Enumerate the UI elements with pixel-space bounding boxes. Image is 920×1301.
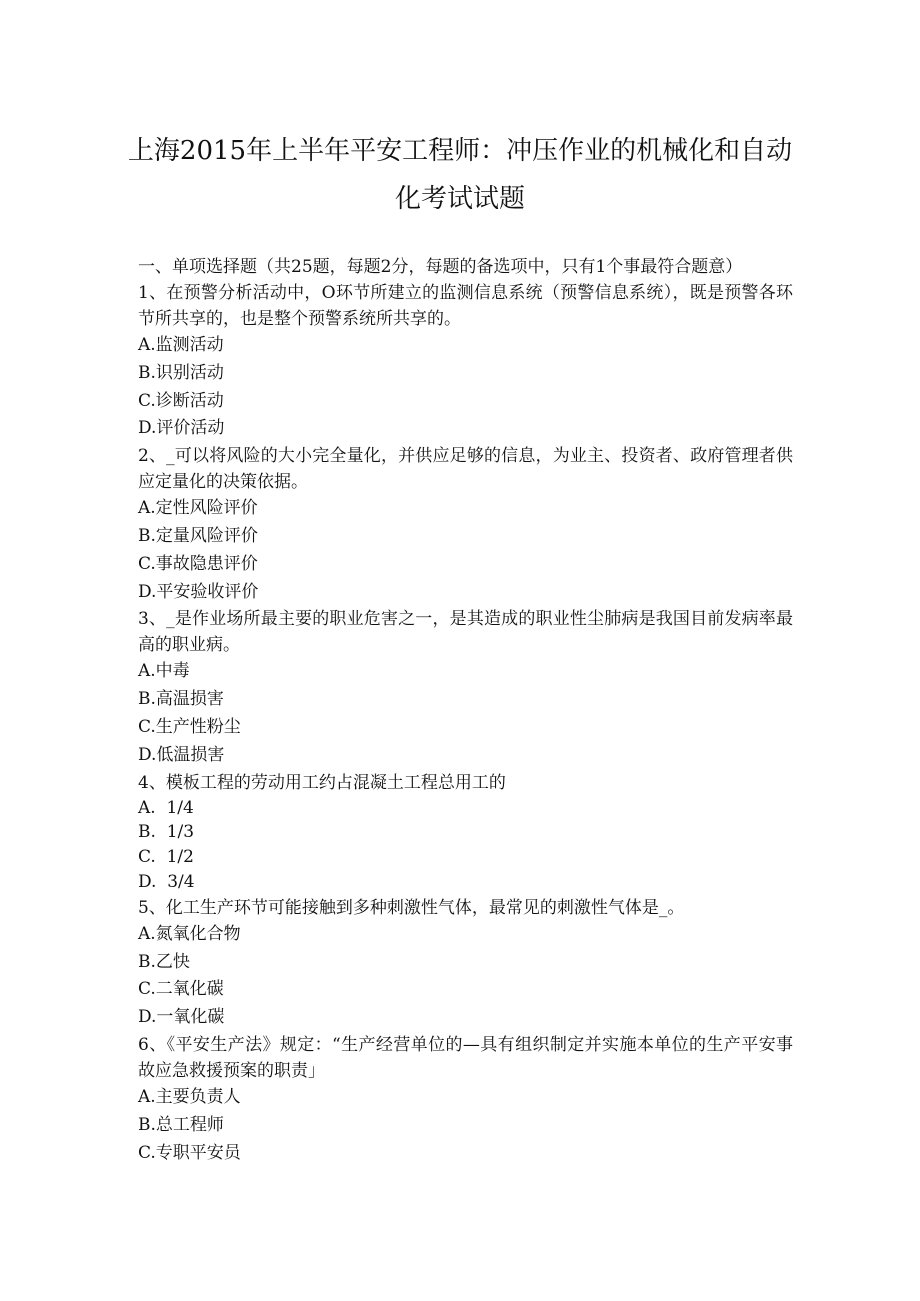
question-5 — [138, 895, 793, 1032]
option-b: B.识别活动 — [138, 362, 224, 383]
option-c: C.专职平安员 — [138, 1142, 241, 1163]
document-title-line-1: 上海2015年上半年平安工程师：冲压作业的机械化和自动 — [127, 136, 793, 166]
document-title-line-2: 化考试试题 — [394, 184, 525, 214]
option-a: A. 1/4 — [138, 797, 194, 818]
section-header: 一、单项选择题（共25题，每题2分，每题的备选项中，只有1个事最符合题意） — [138, 257, 743, 277]
question-3 — [138, 606, 793, 769]
option-b: B. 1/3 — [138, 822, 195, 843]
option-a: A.中毒 — [138, 661, 190, 682]
question-6 — [138, 1032, 793, 1167]
option-a: A.氮氧化合物 — [138, 923, 241, 944]
question-stem: 5、化工生产环节可能接触到多种刺激性气体，最常见的刺激性气体是_。 — [138, 897, 685, 918]
question-stem: 4、模板工程的劳动用工约占混凝土工程总用工的 — [138, 772, 506, 793]
option-a: A.监测活动 — [138, 335, 224, 355]
option-c: C.事故隐患评价 — [138, 553, 258, 574]
option-d: D.评价活动 — [138, 418, 225, 439]
option-d: D. 3/4 — [138, 871, 195, 892]
option-a: A.主要负责人 — [138, 1086, 241, 1107]
question-1 — [138, 280, 793, 443]
question-stem: 6、《平安生产法》规定：“生产经营单位的—具有组织制定并实施本单位的生产平安事故应急救援预案的职责」 — [138, 1034, 793, 1081]
option-d: D.平安验收评价 — [138, 581, 259, 602]
option-b: B.乙快 — [138, 951, 190, 972]
option-c: C.诊断活动 — [138, 390, 224, 411]
option-c: C.二氧化碳 — [138, 979, 224, 1000]
question-stem: 1、在预警分析活动中，O环节所建立的监测信息系统（预警信息系统），既是预警各环节所共享的，也是整个预警系统所共享的。 — [138, 283, 793, 329]
question-4 — [138, 770, 793, 895]
option-d: D.低温损害 — [138, 744, 225, 765]
option-a: A.定性风险评价 — [138, 498, 258, 519]
option-c: C. 1/2 — [138, 847, 194, 868]
option-b: B.高温损害 — [138, 689, 224, 710]
document-body — [138, 254, 793, 1167]
question-stem: 3、_是作业场所最主要的职业危害之一，是其造成的职业性尘肺病是我国目前发病率最高的职业病。 — [138, 609, 793, 656]
question-2 — [138, 443, 793, 606]
option-d: D.一氧化碳 — [138, 1007, 225, 1028]
option-c: C.生产性粉尘 — [138, 716, 241, 737]
question-stem: 2、_可以将风险的大小完全量化，并供应足够的信息，为业主、投资者、政府管理者供应定量化的决策依据。 — [138, 446, 793, 493]
option-b: B.定量风险评价 — [138, 525, 258, 546]
option-b: B.总工程师 — [138, 1114, 224, 1135]
